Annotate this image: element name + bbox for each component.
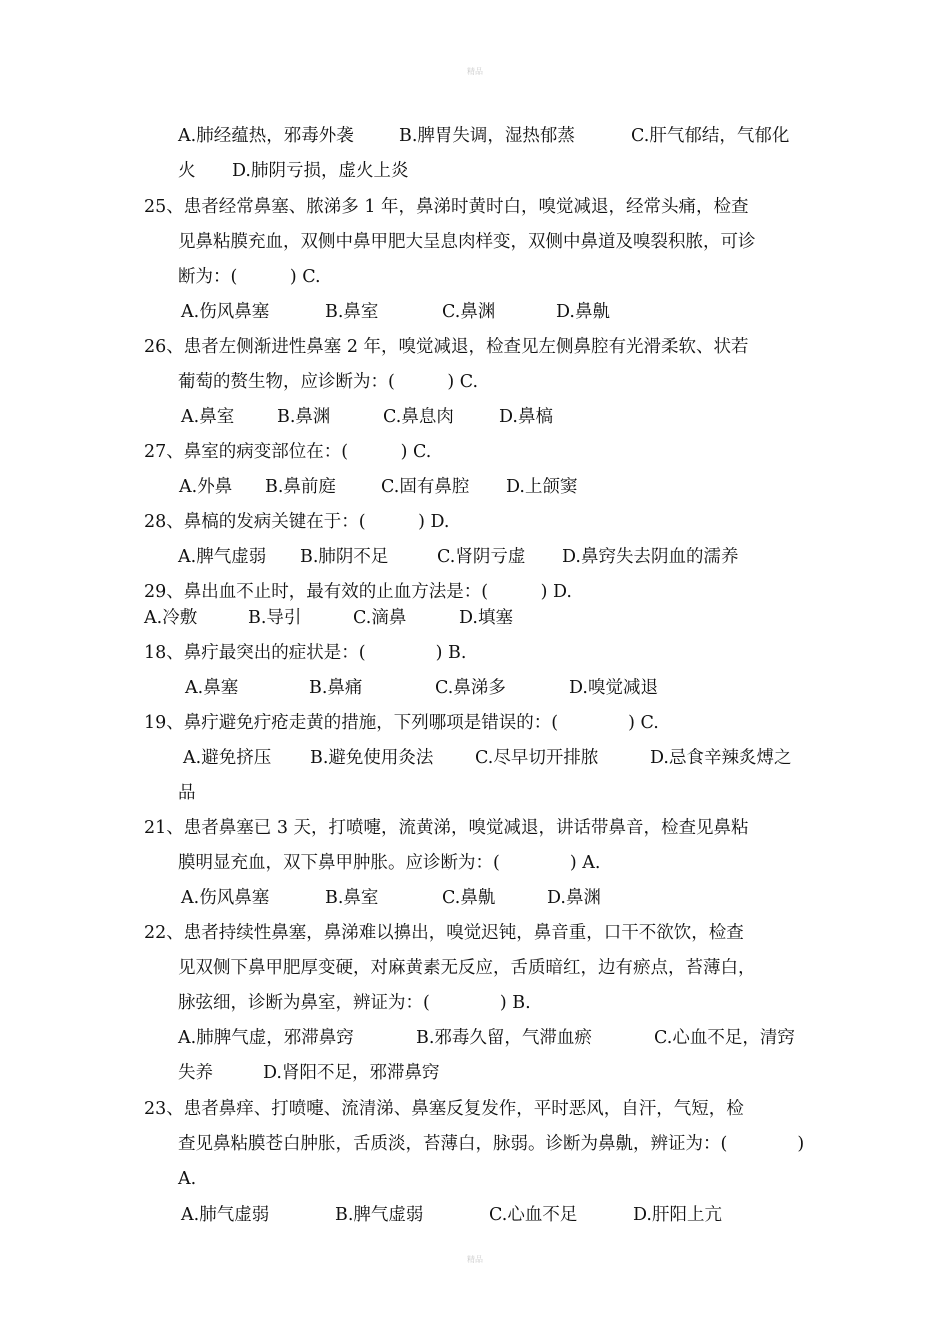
option-a: A.伤风鼻塞	[181, 888, 270, 908]
option-d: D.鼻槁	[499, 407, 553, 427]
option-d: D.肺阴亏损，虚火上炎	[232, 161, 409, 181]
option-d: D.上颌窦	[506, 477, 578, 497]
option-d: D.填塞	[459, 608, 513, 628]
option-c: C.肾阴亏虚	[437, 547, 526, 567]
option-c: C.肝气郁结，气郁化	[631, 126, 790, 146]
option-a: A.肺脾气虚，邪滞鼻窍	[178, 1028, 354, 1048]
option-d: D.肾阳不足，邪滞鼻窍	[263, 1063, 440, 1083]
option-b: B.鼻痛	[309, 678, 363, 698]
option-b: B.鼻室	[325, 888, 379, 908]
option-a: A.鼻室	[181, 407, 235, 427]
option-continuation: 失养	[178, 1063, 213, 1083]
question-26-text: 26、患者左侧渐进性鼻塞 2 年，嗅觉减退，检查见左侧鼻腔有光滑柔软、状若	[144, 337, 749, 357]
option-b: B.邪毒久留，气滞血瘀	[416, 1028, 592, 1048]
option-b: B.导引	[248, 608, 302, 628]
option-c: C.心血不足，清窍	[654, 1028, 795, 1048]
option-c: C.心血不足	[489, 1205, 578, 1225]
question-23-answer: A.	[178, 1169, 197, 1189]
question-28-text: 28、鼻槁的发病关键在于：( ) D.	[144, 512, 450, 532]
option-b: B.脾气虚弱	[335, 1205, 424, 1225]
option-c: C.鼻渊	[442, 302, 496, 322]
question-18-text: 18、鼻疔最突出的症状是：( ) B.	[144, 643, 467, 663]
question-29-text: 29、鼻出血不止时，最有效的止血方法是：( ) D.	[144, 582, 572, 602]
option-c: C.固有鼻腔	[381, 477, 470, 497]
question-23-text: 23、患者鼻痒、打喷嚏、流清涕、鼻塞反复发作，平时恶风，自汗，气短，检	[144, 1099, 744, 1119]
option-d: D.忌食辛辣炙煿之	[650, 748, 792, 768]
option-b: B.避免使用灸法	[310, 748, 434, 768]
option-d: D.鼻窍失去阴血的濡养	[562, 547, 739, 567]
question-22-answer: 脉弦细，诊断为鼻室，辨证为：( ) B.	[178, 993, 531, 1013]
option-a: A.鼻塞	[185, 678, 239, 698]
option-a: A.伤风鼻塞	[181, 302, 270, 322]
option-c: C.滴鼻	[353, 608, 407, 628]
option-c: C.鼻涕多	[435, 678, 506, 698]
option-b: B.脾胃失调，湿热郁蒸	[399, 126, 575, 146]
question-27-text: 27、鼻室的病变部位在：( ) C.	[144, 442, 432, 462]
option-d: D.嗅觉减退	[569, 678, 658, 698]
question-19-options-cont: 品	[178, 783, 196, 803]
question-25-text: 25、患者经常鼻塞、脓涕多 1 年，鼻涕时黄时白，嗅觉减退，经常头痛，检查	[144, 197, 749, 217]
option-c: C.尽早切开排脓	[475, 748, 599, 768]
option-b: B.肺阴不足	[300, 547, 389, 567]
option-b: B.鼻前庭	[265, 477, 336, 497]
option-b: B.鼻室	[325, 302, 379, 322]
question-22-text: 22、患者持续性鼻塞，鼻涕难以擤出，嗅觉迟钝，鼻音重，口干不欲饮，检查	[144, 923, 744, 943]
option-d: D.鼻渊	[547, 888, 601, 908]
option-a: A.肺经蕴热，邪毒外袭	[178, 126, 354, 146]
option-a: A.外鼻	[179, 477, 233, 497]
question-22-text-cont: 见双侧下鼻甲肥厚变硬，对麻黄素无反应，舌质暗红，边有瘀点，苔薄白，	[178, 958, 756, 978]
question-19-text: 19、鼻疔避免疔疮走黄的措施，下列哪项是错误的：( ) C.	[144, 713, 659, 733]
option-a: A.脾气虚弱	[178, 547, 267, 567]
option-b: B.鼻渊	[277, 407, 331, 427]
question-26-answer: 葡萄的赘生物，应诊断为：( ) C.	[178, 372, 479, 392]
watermark-top: 精品	[467, 67, 483, 76]
option-c: C.鼻息肉	[383, 407, 454, 427]
option-d: D.肝阳上亢	[633, 1205, 722, 1225]
option-a: A.避免挤压	[183, 748, 272, 768]
question-25-answer: 断为：( ) C.	[178, 267, 321, 287]
watermark-bottom: 精品	[467, 1255, 483, 1264]
question-21-text: 21、患者鼻塞已 3 天，打喷嚏，流黄涕，嗅觉减退，讲话带鼻音，检查见鼻粘	[144, 818, 749, 838]
option-continuation: 火	[178, 161, 196, 181]
option-a: A.肺气虚弱	[181, 1205, 270, 1225]
option-a: A.冷敷	[144, 608, 198, 628]
option-d: D.鼻鼽	[556, 302, 610, 322]
option-c: C.鼻鼽	[442, 888, 496, 908]
question-25-text-cont: 见鼻粘膜充血，双侧中鼻甲肥大呈息肉样变，双侧中鼻道及嗅裂积脓，可诊	[178, 232, 756, 252]
question-23-text-cont: 查见鼻粘膜苍白肿胀，舌质淡，苔薄白，脉弱。诊断为鼻鼽，辨证为：( )	[178, 1134, 805, 1154]
question-21-answer: 膜明显充血，双下鼻甲肿胀。应诊断为：( ) A.	[178, 853, 601, 873]
